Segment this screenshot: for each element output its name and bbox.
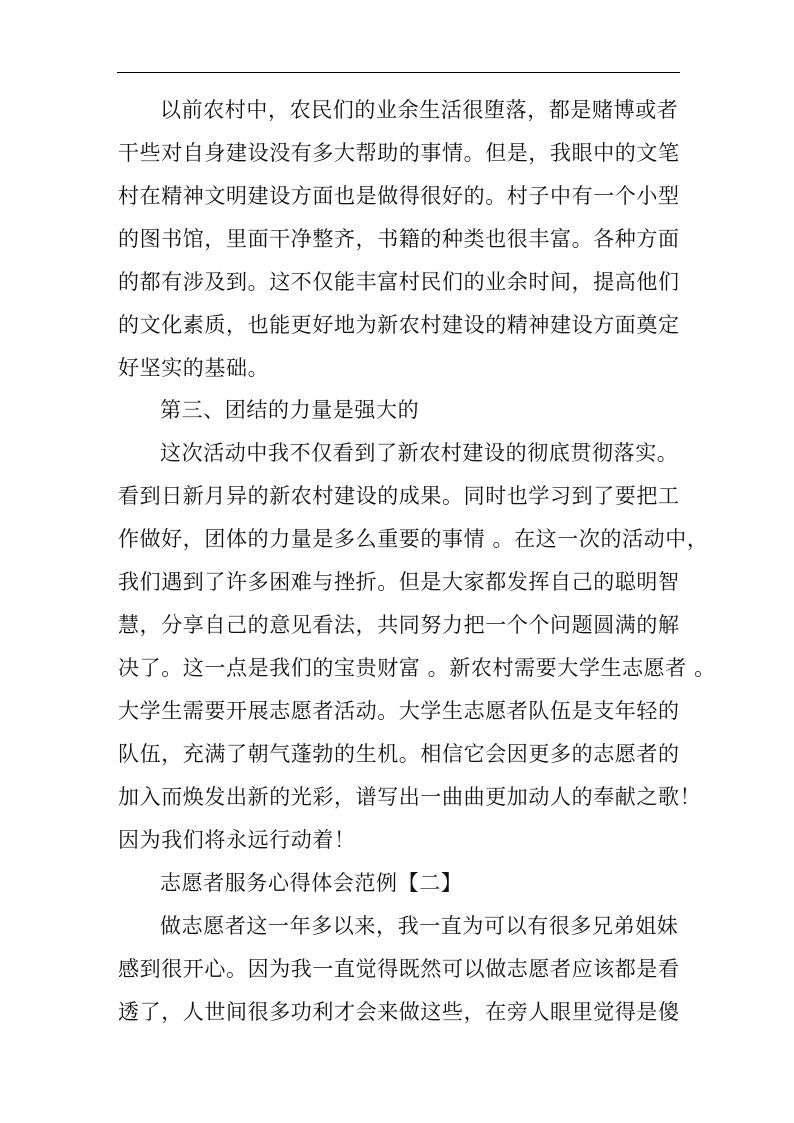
- paragraph-line: 村在精神文明建设方面也是做得很好的。村子中有一个小型: [118, 184, 680, 208]
- paragraph-line: 加入而焕发出新的光彩，谱写出一曲曲更加动人的奉献之歌！: [118, 785, 702, 809]
- paragraph-line: 因为我们将永远行动着！: [118, 828, 356, 852]
- paragraph-line: 大学生需要开展志愿者活动。大学生志愿者队伍是支年轻的: [118, 699, 680, 723]
- paragraph-line: 这次活动中我不仅看到了新农村建设的彻底贯彻落实。: [160, 441, 679, 465]
- paragraph-line: 干些对自身建设没有多大帮助的事情。但是，我眼中的文笔: [118, 141, 680, 165]
- paragraph-line: 好坚实的基础。: [118, 356, 270, 380]
- paragraph-line: 队伍，充满了朝气蓬勃的生机。相信它会因更多的志愿者的: [118, 742, 680, 766]
- paragraph-line: 看到日新月异的新农村建设的成果。同时也学习到了要把工: [118, 484, 680, 508]
- paragraph-line: 的都有涉及到。这不仅能丰富村民们的业余时间，提高他们: [118, 270, 680, 294]
- paragraph-line: 感到很开心。因为我一直觉得既然可以做志愿者应该都是看: [118, 957, 680, 981]
- section-heading: 第三、团结的力量是强大的: [160, 398, 420, 422]
- paragraph-line: 以前农村中，农民们的业余生活很堕落，都是赌博或者: [160, 98, 679, 122]
- paragraph-line: 决了。这一点是我们的宝贵财富 。新农村需要大学生志愿者 。: [118, 656, 716, 680]
- section-heading: 志愿者服务心得体会范例【二】: [160, 871, 463, 895]
- paragraph-line: 的图书馆，里面干净整齐，书籍的种类也很丰富。各种方面: [118, 227, 680, 251]
- paragraph-line: 我们遇到了许多困难与挫折。但是大家都发挥自己的聪明智: [118, 570, 680, 594]
- paragraph-line: 做志愿者这一年多以来，我一直为可以有很多兄弟姐妹: [160, 914, 679, 938]
- paragraph-line: 透了，人世间很多功利才会来做这些，在旁人眼里觉得是傻: [118, 1000, 680, 1024]
- paragraph-line: 的文化素质，也能更好地为新农村建设的精神建设方面奠定: [118, 313, 680, 337]
- paragraph-line: 作做好，团体的力量是多么重要的事情 。在这一次的活动中，: [118, 527, 709, 551]
- paragraph-line: 慧，分享自己的意见看法，共同努力把一个个问题圆满的解: [118, 613, 680, 637]
